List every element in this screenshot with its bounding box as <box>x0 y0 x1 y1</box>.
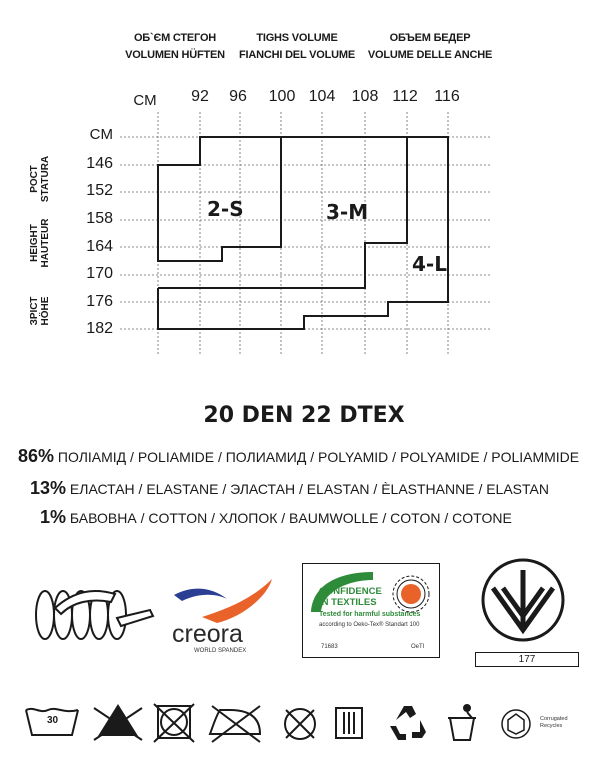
composition-pct: 1% <box>40 507 67 527</box>
composition-row <box>30 478 549 499</box>
side-label-text: HÖHE <box>40 296 51 326</box>
hip-unit: CM <box>133 92 157 109</box>
composition-row <box>40 507 512 528</box>
care-symbols <box>24 700 584 750</box>
height-tick: 170 <box>86 265 113 282</box>
size-region-3m <box>158 137 407 288</box>
size-label-4l: 4-L <box>412 252 447 276</box>
header-col3-line2: VOLUME DELLE ANCHE <box>367 49 493 61</box>
creora-logo: creora <box>172 620 243 648</box>
oeko-title <box>319 586 382 608</box>
side-label-text: HAUTEUR <box>40 218 51 268</box>
hip-tick: 96 <box>229 88 247 105</box>
height-tick: 164 <box>86 238 113 255</box>
ua-conformity-mark-icon <box>468 558 578 654</box>
dispose-bin-icon <box>448 705 476 740</box>
oeko-number: 71683 <box>321 644 338 650</box>
height-unit: CM <box>89 126 113 143</box>
wash-temp: 30 <box>47 715 59 726</box>
oeko-line4: according to Oeko-Tex® Standart 100 <box>319 622 420 628</box>
size-region-4l <box>158 137 448 329</box>
composition-pct: 13% <box>30 478 67 498</box>
header-col1-line1: ОБ`ЄМ СТЕГОН <box>133 32 217 44</box>
side-label-text: РОСТ <box>29 165 40 193</box>
creora-sub: WORLD SPANDEX <box>194 648 247 654</box>
header-col2-line1: TIGHS VOLUME <box>256 32 338 44</box>
side-label-text: HEIGHT <box>29 224 40 262</box>
composition-pct: 86% <box>18 446 55 466</box>
no-bleach-icon <box>94 704 142 740</box>
composition-text: ПОЛІАМІД / POLIAMIDE / ПОЛИАМИД / POLYAMID / POLYAMIDE / POLIAMMIDE <box>57 449 580 465</box>
hip-tick: 112 <box>392 88 418 105</box>
density-title: 20 DEN 22 DTEX <box>203 403 405 428</box>
header-col3-line1: ОБЪЕМ БЕДЕР <box>389 32 471 44</box>
hip-tick: 100 <box>268 88 296 105</box>
no-tumble-dry-icon <box>154 704 194 742</box>
recycle-icon <box>390 706 426 740</box>
hip-tick: 104 <box>308 88 336 105</box>
composition-text: ЕЛАСТАН / ELASTANE / ЭЛАСТАН / ELASTAN / ÈLASTHANNE / ELASTAN <box>69 481 549 497</box>
side-label-text: STATURA <box>40 155 51 203</box>
size-label-2s: 2-S <box>207 197 244 221</box>
oeko-tex-label <box>302 563 440 658</box>
yarn-icon <box>25 580 155 650</box>
no-dry-clean-icon <box>285 709 315 739</box>
oeko-line2: IN TEXTILES <box>319 597 377 608</box>
height-tick: 182 <box>86 320 113 337</box>
oeko-institute: OeTI <box>411 644 425 650</box>
height-tick: 152 <box>86 182 113 199</box>
composition-row <box>18 446 579 467</box>
header-col2-line2: FIANCHI DEL VOLUME <box>239 49 355 61</box>
oeko-line3: Tested for harmful substances <box>319 611 421 618</box>
oeko-line1: CONFIDENCE <box>319 586 382 597</box>
ua-code-box: 177 <box>475 652 579 667</box>
hip-tick: 92 <box>191 88 209 105</box>
corrugated-recycle-text: Corrugated Recycles <box>540 716 568 729</box>
size-label-3m: 3-M <box>326 200 369 224</box>
hip-tick: 116 <box>434 88 460 105</box>
height-tick: 158 <box>86 210 113 227</box>
header-col1-line2: VOLUMEN HÜFTEN <box>125 49 225 61</box>
corrugated-recycle-icon <box>502 710 530 738</box>
composition-text: БАВОВНА / COTTON / ХЛОПОК / BAUMWOLLE / COTON / COTONE <box>69 510 512 526</box>
hip-tick: 108 <box>351 88 379 105</box>
dry-flat-icon <box>336 708 362 738</box>
height-tick: 146 <box>86 155 113 172</box>
height-tick: 176 <box>86 293 113 310</box>
side-label-text: ЗРІСТ <box>29 296 40 326</box>
no-iron-icon <box>210 706 260 742</box>
